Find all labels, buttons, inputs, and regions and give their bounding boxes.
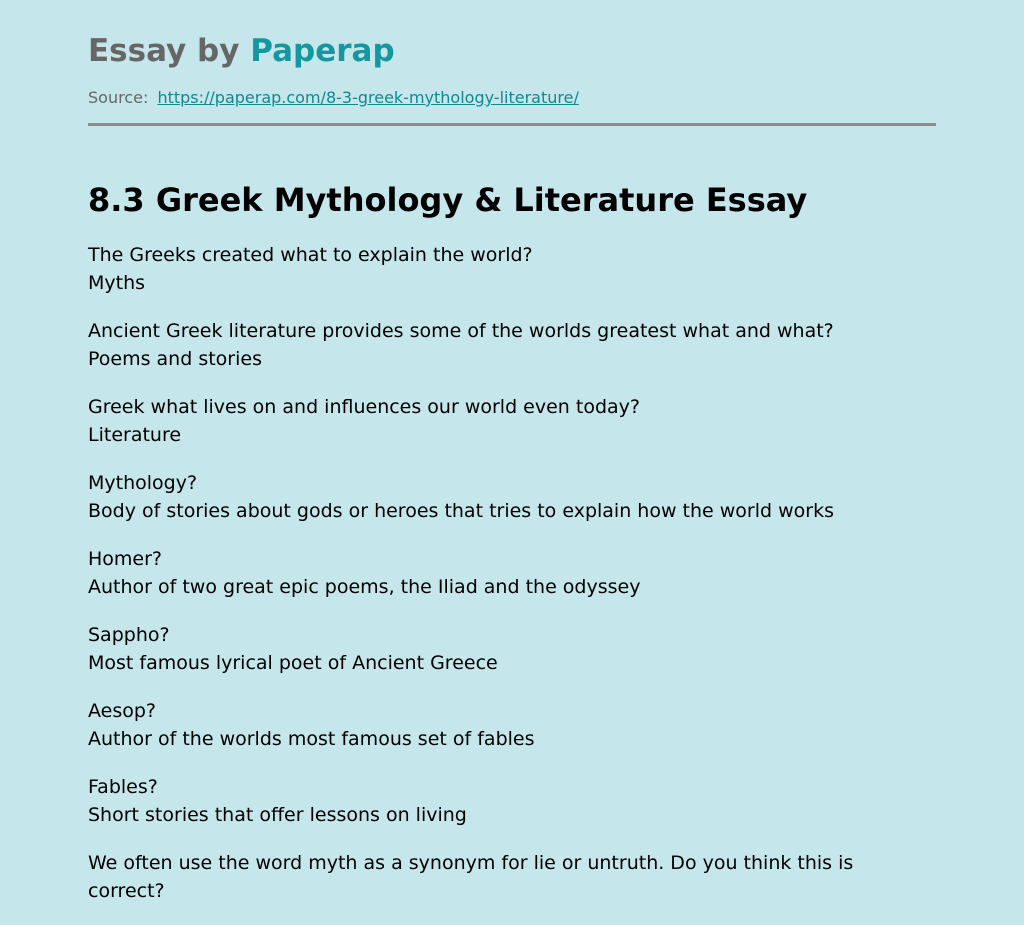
qa-answer: Author of two great epic poems, the Iliad and the odyssey — [88, 576, 641, 598]
qa-item — [88, 317, 928, 373]
qa-answer: Body of stories about gods or heroes that tries to explain how the world works — [88, 500, 834, 522]
qa-question: Sappho? — [88, 624, 170, 646]
qa-item — [88, 849, 928, 905]
qa-answer: Author of the worlds most famous set of fables — [88, 728, 535, 750]
qa-question: Ancient Greek literature provides some of the worlds greatest what and what? — [88, 320, 834, 342]
qa-question: We often use the word myth as a synonym for lie or untruth. Do you think this is correct? — [88, 852, 854, 902]
qa-answer: Most famous lyrical poet of Ancient Greece — [88, 652, 498, 674]
qa-answer: Poems and stories — [88, 348, 262, 370]
brand-heading — [88, 32, 936, 70]
qa-list — [88, 241, 928, 925]
header-divider — [88, 123, 936, 126]
qa-item — [88, 773, 928, 829]
qa-item — [88, 241, 928, 297]
site-header — [88, 32, 936, 109]
qa-answer: Short stories that offer lessons on living — [88, 804, 467, 826]
qa-item — [88, 469, 928, 525]
qa-item — [88, 393, 928, 449]
qa-question: Greek what lives on and influences our world even today? — [88, 396, 640, 418]
qa-item — [88, 621, 928, 677]
qa-answer: Literature — [88, 424, 182, 446]
qa-question: Fables? — [88, 776, 158, 798]
brand-prefix: Essay by — [88, 33, 251, 69]
qa-item — [88, 545, 928, 601]
qa-item — [88, 697, 928, 753]
essay-title: 8.3 Greek Mythology & Literature Essay — [88, 181, 808, 219]
source-line — [88, 87, 936, 109]
brand-name: Paperap — [250, 33, 395, 69]
qa-question: Aesop? — [88, 700, 157, 722]
qa-question: Homer? — [88, 548, 163, 570]
qa-question: Mythology? — [88, 472, 198, 494]
source-link[interactable]: https://paperap.com/8-3-greek-mythology-literature/ — [157, 88, 579, 107]
qa-answer: Myths — [88, 272, 146, 294]
source-label: Source: — [88, 88, 149, 107]
qa-question: The Greeks created what to explain the world? — [88, 244, 533, 266]
